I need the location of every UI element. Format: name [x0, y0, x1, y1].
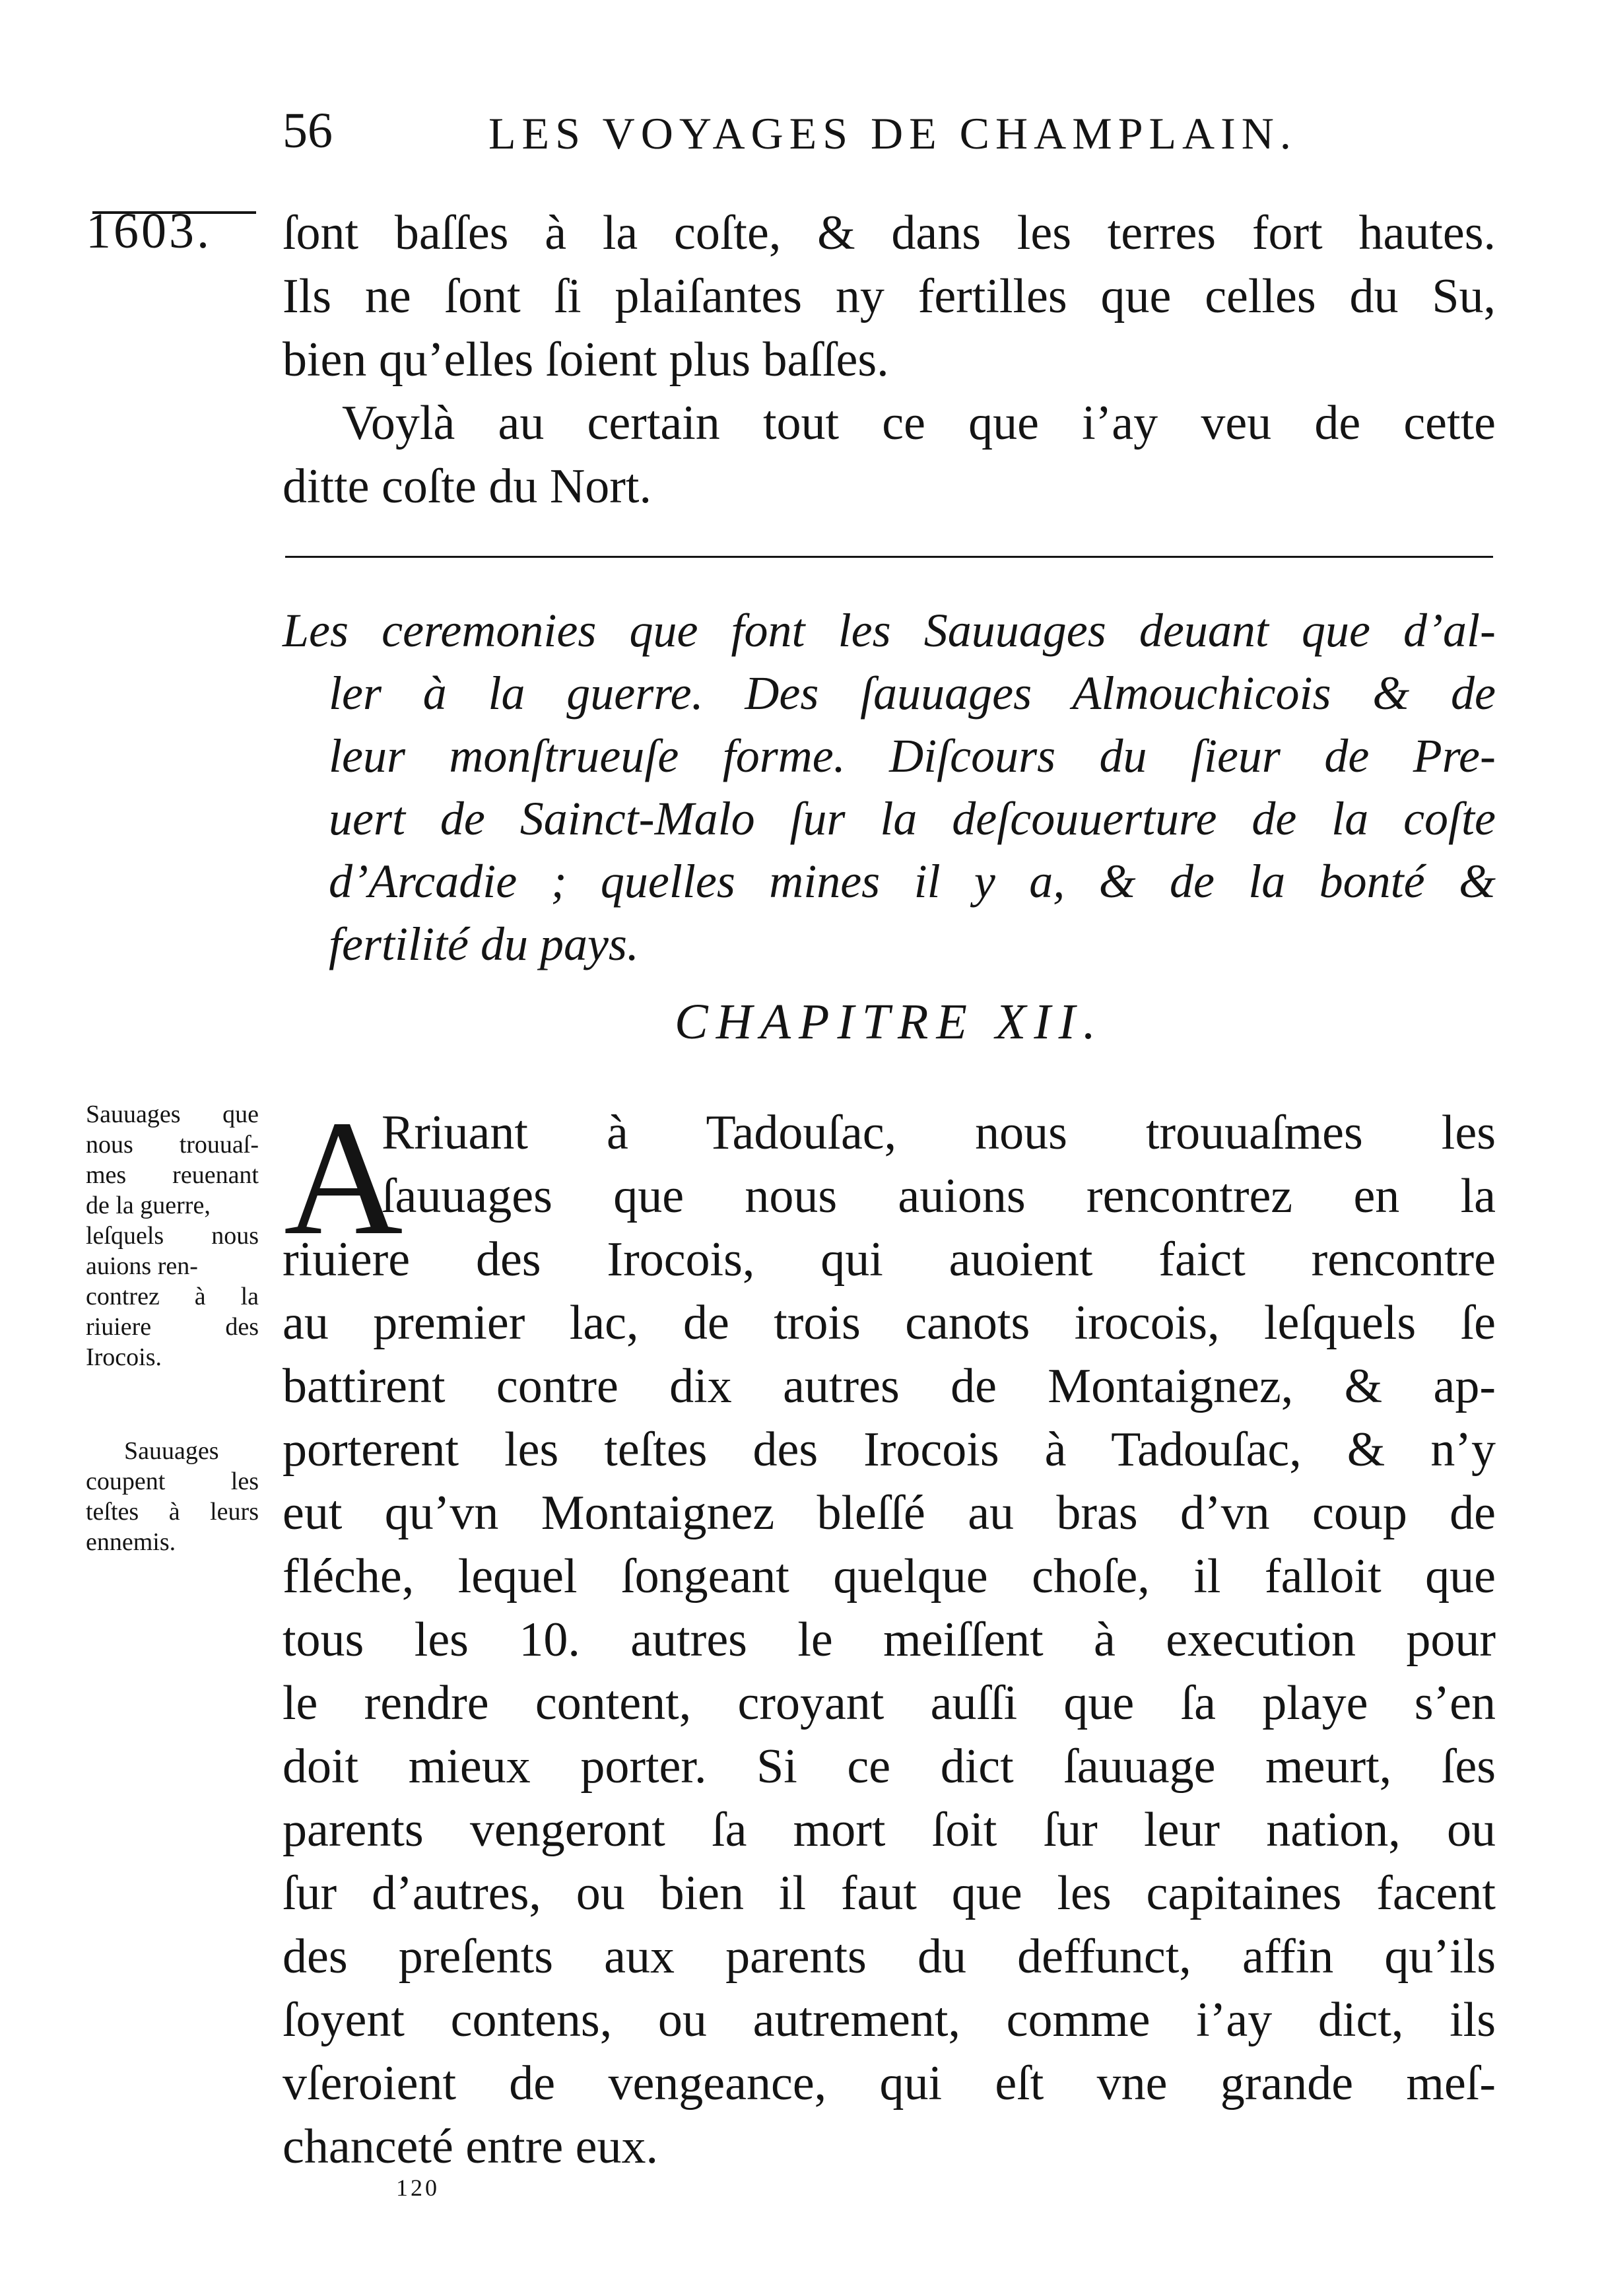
- text-line: porterent les teſtes des Irocois à Tadouſac, & n’y: [283, 1423, 1496, 1477]
- summary-line: Les ceremonies que font les Sauuages deuant que d’al-: [283, 604, 1496, 657]
- margin-note-line: auions ren-: [86, 1252, 198, 1280]
- text-line: parents vengeront ſa mort ſoit ſur leur nation, ou: [283, 1803, 1496, 1857]
- summary-line: uert de Sainct-Malo ſur la deſcouuerture de la coſte: [329, 792, 1496, 845]
- margin-note-line: de la guerre,: [86, 1192, 211, 1219]
- text-line: des preſents aux parents du deffunct, affin qu’ils: [283, 1930, 1496, 1984]
- section-divider: [285, 556, 1493, 558]
- margin-note-line: Sauuages: [124, 1437, 219, 1465]
- text-line: Rriuant à Tadouſac, nous trouuaſmes les: [382, 1106, 1496, 1160]
- chapter-summary: [283, 599, 1496, 976]
- margin-note-line: teſtes à leurs: [86, 1498, 259, 1526]
- running-head: LES VOYAGES DE CHAMPLAIN.: [488, 108, 1297, 158]
- summary-line: ler à la guerre. Des ſauuages Almouchicois & de: [329, 667, 1496, 720]
- text-line: ſoyent contens, ou autrement, comme i’ay dict, ils: [283, 1993, 1496, 2047]
- drop-cap: A: [284, 1087, 403, 1269]
- margin-note-line: mes reuenant: [86, 1161, 259, 1189]
- margin-note-line: coupent les: [86, 1468, 259, 1495]
- margin-note-line: Irocois.: [86, 1343, 162, 1371]
- text-line: au premier lac, de trois canots irocois, leſquels ſe: [283, 1296, 1496, 1350]
- margin-note-line: contrez à la: [86, 1283, 259, 1310]
- text-line: ſauuages que nous auions rencontrez en la: [382, 1169, 1496, 1223]
- summary-line: leur monſtrueuſe forme. Diſcours du ſieur de Pre-: [329, 729, 1496, 782]
- text-line: Ils ne ſont ſi plaiſantes ny fertilles que celles du Su,: [283, 269, 1496, 323]
- margin-note-line: leſquels nous: [86, 1222, 259, 1250]
- text-line: ſur d’autres, ou bien il faut que les capitaines facent: [283, 1866, 1496, 1920]
- margin-year: 1603.: [86, 203, 212, 259]
- margin-note: [86, 1436, 259, 1557]
- text-line: ſont baſſes à la coſte, & dans les terres fort hautes.: [283, 206, 1496, 260]
- text-line: chanceté entre eux.: [283, 2120, 659, 2174]
- summary-line: fertilité du pays.: [329, 918, 639, 970]
- margin-note-line: riuiere des: [86, 1313, 259, 1341]
- margin-note-line: Sauuages que: [86, 1100, 259, 1128]
- text-line: fléche, lequel ſongeant quelque choſe, il falloit que: [283, 1549, 1496, 1604]
- text-line: doit mieux porter. Si ce dict ſauuage meurt, ſes: [283, 1739, 1496, 1794]
- page-number: 56: [283, 103, 333, 158]
- text-line: riuiere des Irocois, qui auoient faict rencontre: [283, 1232, 1496, 1287]
- text-line: vſeroient de vengeance, qui eſt vne grande meſ-: [283, 2056, 1496, 2110]
- chapter-body: [283, 1101, 1496, 2178]
- intro-paragraph: [283, 201, 1496, 518]
- summary-line: d’Arcadie ; quelles mines il y a, & de la bonté &: [329, 855, 1496, 908]
- chapter-heading: CHAPITRE XII.: [675, 994, 1104, 1050]
- signature-mark: 120: [396, 2175, 440, 2201]
- text-line: ditte coſte du Nort.: [283, 459, 651, 514]
- text-line: eut qu’vn Montaignez bleſſé au bras d’vn coup de: [283, 1486, 1496, 1540]
- text-line: Voylà au certain tout ce que i’ay veu de cette: [342, 396, 1496, 450]
- text-line: le rendre content, croyant auſſi que ſa playe s’en: [283, 1676, 1496, 1730]
- margin-note: [86, 1099, 259, 1372]
- margin-note-line: nous trouuaſ-: [86, 1131, 259, 1159]
- margin-note-line: ennemis.: [86, 1528, 176, 1556]
- text-line: bien qu’elles ſoient plus baſſes.: [283, 333, 889, 387]
- text-line: battirent contre dix autres de Montaignez, & ap-: [283, 1359, 1496, 1413]
- text-line: tous les 10. autres le meiſſent à execution pour: [283, 1613, 1496, 1667]
